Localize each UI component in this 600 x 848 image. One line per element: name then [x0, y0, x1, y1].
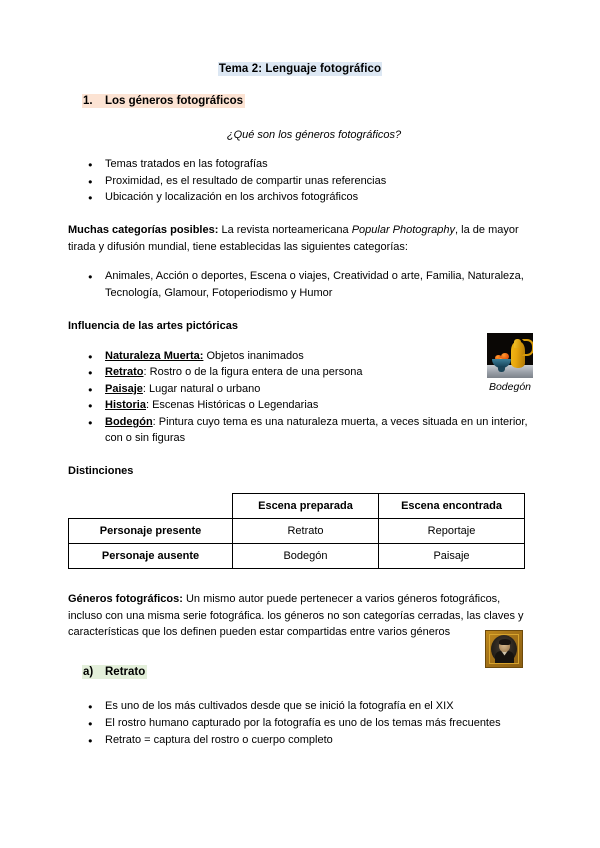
generos-paragraph [68, 591, 532, 641]
list-item: ● Ubicación y localización en los archivos fotográficos [68, 189, 532, 206]
table-row-header: Personaje ausente [69, 544, 233, 569]
table-column-header: Escena preparada [233, 494, 379, 519]
section-1-number: 1. [83, 94, 93, 107]
section-1-heading [82, 94, 532, 110]
retrato-figure [485, 630, 523, 668]
table-column-header: Escena encontrada [379, 494, 525, 519]
bodegon-figure [487, 333, 533, 393]
table-cell: Paisaje [379, 544, 525, 569]
table-cell: Reportaje [379, 519, 525, 544]
pitcher-neck-shape [514, 339, 521, 348]
list-item-desc: : Lugar natural o urbano [142, 382, 261, 395]
list-item: ● Animales, Acción o deportes, Escena o viajes, Creatividad o arte, Familia, Naturaleza, Tecnología, Glamour, Fotoperiodismo y Humor [68, 268, 532, 301]
page-title-text: Tema 2: Lenguaje fotográfico [218, 63, 382, 75]
list-item-term: Naturaleza Muerta: [105, 349, 204, 362]
portrait-hair-shape [499, 639, 511, 645]
table-corner-cell [69, 494, 233, 519]
subsection-a-label: Retrato [105, 665, 146, 678]
distinciones-table [68, 493, 525, 569]
table-surface-shape [487, 365, 533, 378]
table-cell: Bodegón [233, 544, 379, 569]
subsection-a-marker: a) [83, 665, 94, 678]
distinciones-heading: Distinciones [68, 464, 134, 477]
bodegon-figure-caption: Bodegón [488, 381, 532, 393]
categorias-lead: Muchas categorías posibles: [68, 224, 219, 237]
influencia-heading: Influencia de las artes pictóricas [68, 320, 238, 333]
table-header-row [69, 494, 525, 519]
pitcher-handle-shape [522, 339, 533, 356]
categorias-magazine-name: Popular Photography [351, 224, 456, 237]
section-1-question: ¿Qué son los géneros fotográficos? [226, 129, 402, 142]
section-1-bullet-list [68, 156, 532, 206]
categorias-text-2: , la de mayor tirada y difusión mundial, tiene establecidas las siguientes categorías: [68, 224, 519, 253]
bowl-foot-shape [498, 367, 505, 372]
generos-lead: Géneros fotográficos: [68, 593, 183, 606]
subsection-a-bullet-list [68, 698, 532, 748]
list-item-desc: : Rostro o de la figura entera de una persona [143, 366, 363, 379]
list-item-term: Bodegón [105, 415, 153, 428]
categorias-paragraph [68, 222, 532, 255]
list-item [68, 397, 532, 414]
list-item-desc: : Pintura cuyo tema es una naturaleza muerta, a veces situada en un interior, con o sin figuras [105, 415, 528, 445]
list-item-term: Historia [105, 399, 146, 412]
list-item-desc: Objetos inanimados [203, 349, 304, 362]
portrait-image [485, 630, 523, 668]
table-cell: Retrato [233, 519, 379, 544]
distinciones-table-wrapper [68, 493, 532, 569]
list-item: ● Es uno de los más cultivados desde que se inició la fotografía en el XIX [68, 698, 532, 715]
influencia-bullet-list [68, 348, 532, 447]
list-item: ● Proximidad, es el resultado de compartir unas referencias [68, 173, 532, 190]
categorias-text-1: La revista norteamericana [218, 224, 352, 237]
list-item-desc: : Escenas Históricas o Legendarias [145, 399, 319, 412]
page-title [68, 62, 532, 78]
document-body [68, 62, 532, 748]
subsection-a-heading [82, 665, 532, 681]
generos-text: Un mismo autor puede pertenecer a varios géneros fotográficos, incluso con una misma serie fotográfica. los géneros no son categorías cerradas, las claves y características que los definen pueden estar compartidas entre varios géneros [68, 593, 524, 639]
list-item [68, 381, 532, 398]
table-row-header: Personaje presente [69, 519, 233, 544]
section-1-label: Los géneros fotográficos [105, 94, 244, 107]
still-life-image [487, 333, 533, 378]
list-item [68, 348, 532, 365]
list-item-term: Retrato [105, 366, 144, 379]
table-row [69, 544, 525, 569]
list-item: ● Temas tratados en las fotografías [68, 156, 532, 173]
list-item: ● El rostro humano capturado por la fotografía es uno de los temas más frecuentes [68, 715, 532, 732]
table-row [69, 519, 525, 544]
list-item [68, 414, 532, 447]
categorias-bullet-list [68, 268, 532, 301]
list-item-term: Paisaje [105, 382, 143, 395]
list-item: ● Retrato = captura del rostro o cuerpo completo [68, 732, 532, 749]
list-item [68, 364, 532, 381]
